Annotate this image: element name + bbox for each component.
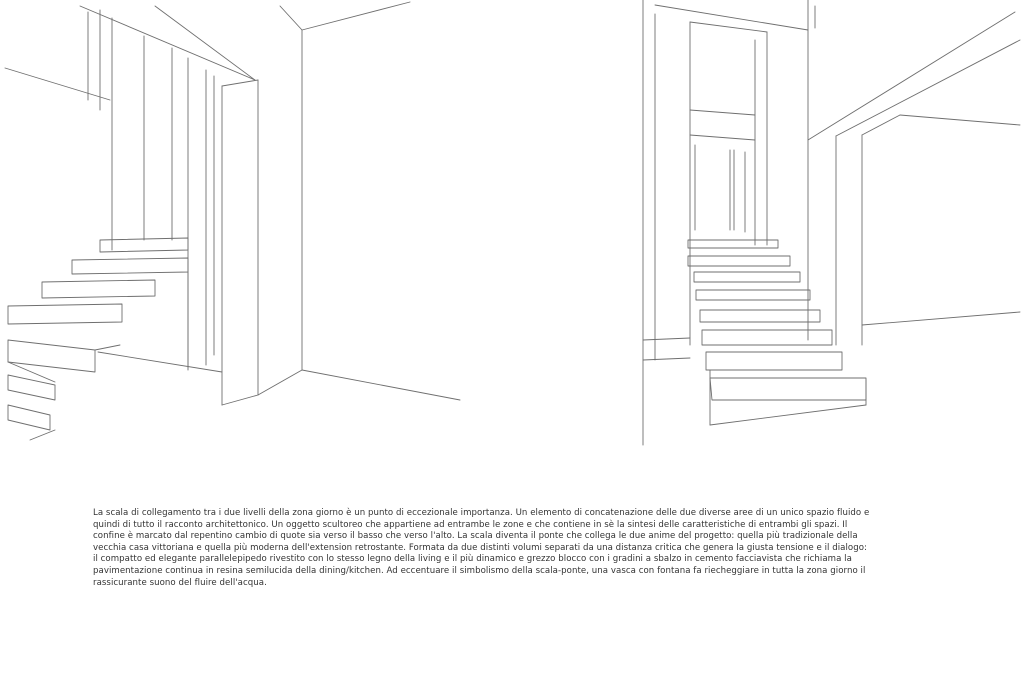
right-stair-sketch bbox=[643, 0, 1020, 445]
project-description: La scala di collegamento tra i due livelli della zona giorno è un punto di eccezionale importanza. Un elemento di concatenazione delle due diverse aree di un unico spazio fluido e quindi di tutto il racconto architettonico. Un oggetto scultoreo che appartiene ad entrambe le zone e che contiene in sè la sintesi delle caratteristiche di entrambi gli spazi. Il confine è marcato dal repentino cambio di quote sia verso il basso che verso l'alto. La scala diventa il ponte che collega le due anime del progetto: quella più tradizionale della vecchia casa vittoriana e quella più moderna dell'extension retrostante. Formata da due distinti volumi separati da una distanza critica che genera la giusta tensione e il dialogo: il compatto ed elegante parallelepipedo rivestito con lo stesso legno della living e il più dinamico e grezzo blocco con i gradini a sbalzo in cemento facciavista che richiama la pavimentazione continua in resina semilucida della dining/kitchen. Ad eccentuare il simbolismo della scala-ponte, una vasca con fontana fa riecheggiare in tutta la zona giorno il rassicurante suono del fluire dell'acqua. bbox=[93, 508, 870, 588]
left-stair-sketch bbox=[5, 2, 460, 440]
